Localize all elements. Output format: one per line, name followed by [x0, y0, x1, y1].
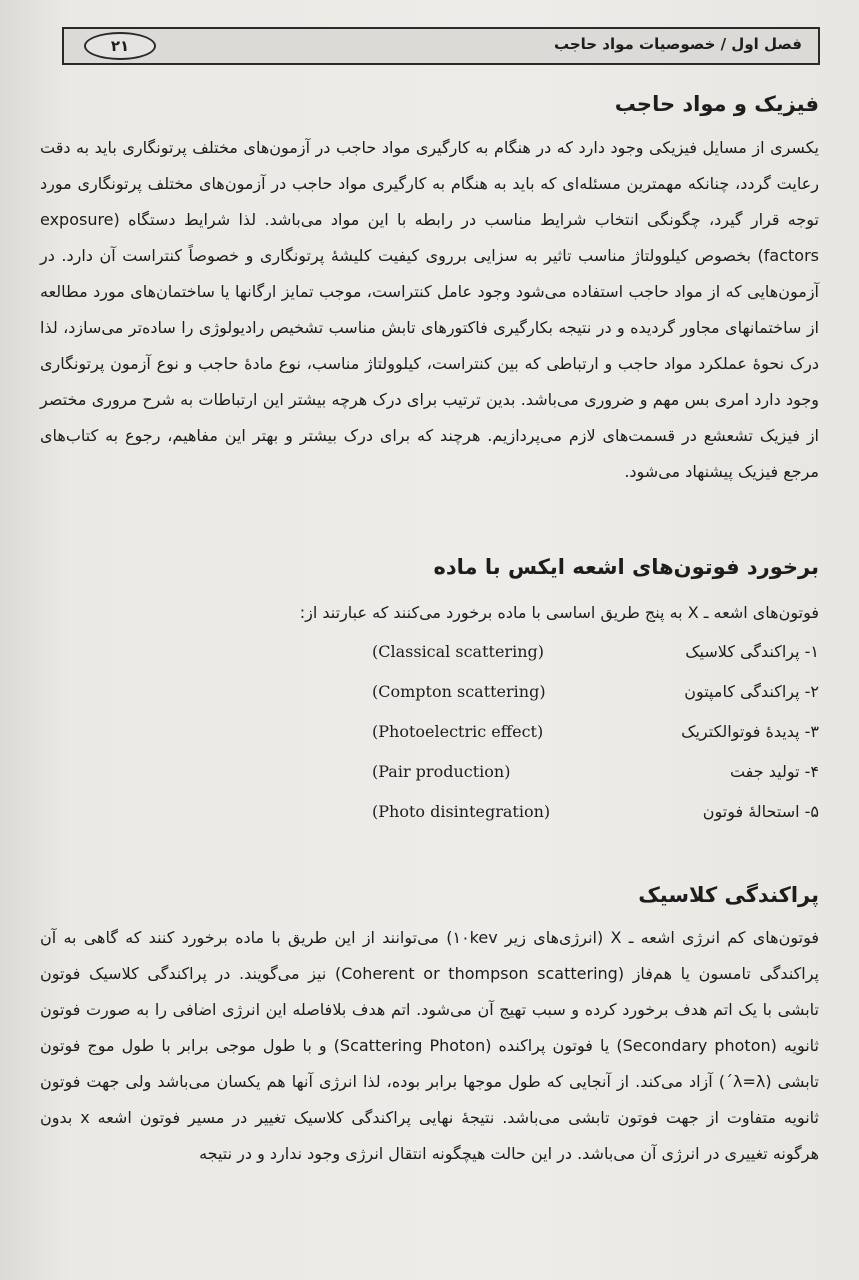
list-item-fa: ۵- استحالهٔ فوتون: [702, 802, 819, 821]
list-item-en: (Photo disintegration): [372, 802, 551, 821]
list-item-en: (Photoelectric effect): [372, 722, 544, 741]
list-item: [360, 762, 819, 792]
list-item-en: (Classical scattering): [372, 642, 544, 661]
list-item-en: (Compton scattering): [372, 682, 546, 701]
section-paragraph-physics: یکسری از مسایل فیزیکی وجود دارد که در هنگام به کارگیری مواد حاجب در آزمون‌های مختلف پرتونگاری باید به دقت رعایت گردد، چنانکه مهمترین مسئله‌ای که باید به هنگام به کارگیری مواد حاجب در آزمون‌های مختلف پرتونگاری مورد توجه قرار گیرد، چگونگی انتخاب شرایط مناسب در رابطه با این مواد می‌باشد. لذا شرایط دستگاه (exposure factors) بخصوص کیلوولتاژ مناسب تاثیر به سزایی برروی کیفیت کلیشهٔ پرتونگاری و خصوصاً کنتراست آن دارد. در آزمون‌هایی که از مواد حاجب استفاده می‌شود وجود عامل کنتراست، موجب تمایز ارگانها یا ساختمان‌های مورد مطالعه از ساختمانهای مجاور گردیده و در نتیجه بکارگیری فاکتورهای تابش مناسب تشخیص رادیولوژی را ساده‌تر می‌سازد، لذا درک نحوهٔ عملکرد مواد حاجب و ارتباطی که بین کنتراست، کیلوولتاژ مناسب، نوع مادهٔ حاجب و نوع آزمون پرتونگاری وجود دارد امری بس مهم و ضروری می‌باشد. بدین ترتیب برای درک هرچه بیشتر این ارتباطات به شرح مروری مختصر از فیزیک تشعشع در قسمت‌های لازم می‌پردازیم. هرچند که برای درک بیشتر و بهتر این مفاهیم، رجوع به کتاب‌های مرجع فیزیک پیشنهاد می‌شود.: [40, 138, 819, 481]
list-item: [360, 642, 819, 672]
list-item-fa: ۳- پدیدهٔ فوتوالکتریک: [681, 722, 819, 741]
page-number: ۲۱: [84, 32, 156, 60]
section-title-classical-scattering: پراکندگی کلاسیک: [638, 883, 819, 907]
list-item-fa: ۴- تولید جفت: [729, 762, 819, 781]
list-item-fa: ۱- پراکندگی کلاسیک: [685, 642, 819, 661]
interaction-lead-text: فوتون‌های اشعه ـ X به پنج طریق اساسی با ماده برخورد می‌کنند که عبارتند از:: [299, 603, 819, 622]
list-item: [360, 722, 819, 752]
running-header: [62, 27, 820, 65]
section-title-physics: فیزیک و مواد حاجب: [614, 92, 819, 116]
list-item: [360, 682, 819, 712]
list-item: [360, 802, 819, 832]
list-item-fa: ۲- پراکندگی کامپتون: [684, 682, 819, 701]
section-title-photon-interaction: برخورد فوتون‌های اشعه ایکس با ماده: [433, 555, 819, 579]
chapter-title: فصل اول / خصوصیات مواد حاجب: [553, 35, 802, 53]
list-item-en: (Pair production): [372, 762, 511, 781]
section-paragraph-classical-scattering: فوتون‌های کم انرژی اشعه ـ X (انرژی‌های زیر ۱۰kev) می‌توانند از این طریق با ماده برخورد کنند که گاهی به آن پراکندگی تامسون یا هم‌فاز (Coherent or thompson scattering) نیز می‌گویند. در پراکندگی کلاسیک فوتون تابشی با یک اتم هدف برخورد کرده و سبب تهیج آن می‌شود. اتم هدف بلافاصله این انرژی اضافی را به صورت فوتون ثانویه (Secondary photon) یا فوتون پراکنده (Scattering Photon) و با طول موجی برابر با طول موج فوتون تابشی (λ=λ´) آزاد می‌کند. از آنجایی که طول موجها برابر بوده، لذا انرژی آنها هم یکسان می‌باشد ولی جهت فوتون ثانویه متفاوت از جهت فوتون تابشی می‌باشد. نتیجهٔ نهایی پراکندگی کلاسیک تغییر در مسیر فوتون اشعه x بدون هرگونه تغییری در انرژی آن می‌باشد. در این حالت هیچگونه انتقال انرژی وجود ندارد و در نتیجه: [40, 928, 820, 1163]
